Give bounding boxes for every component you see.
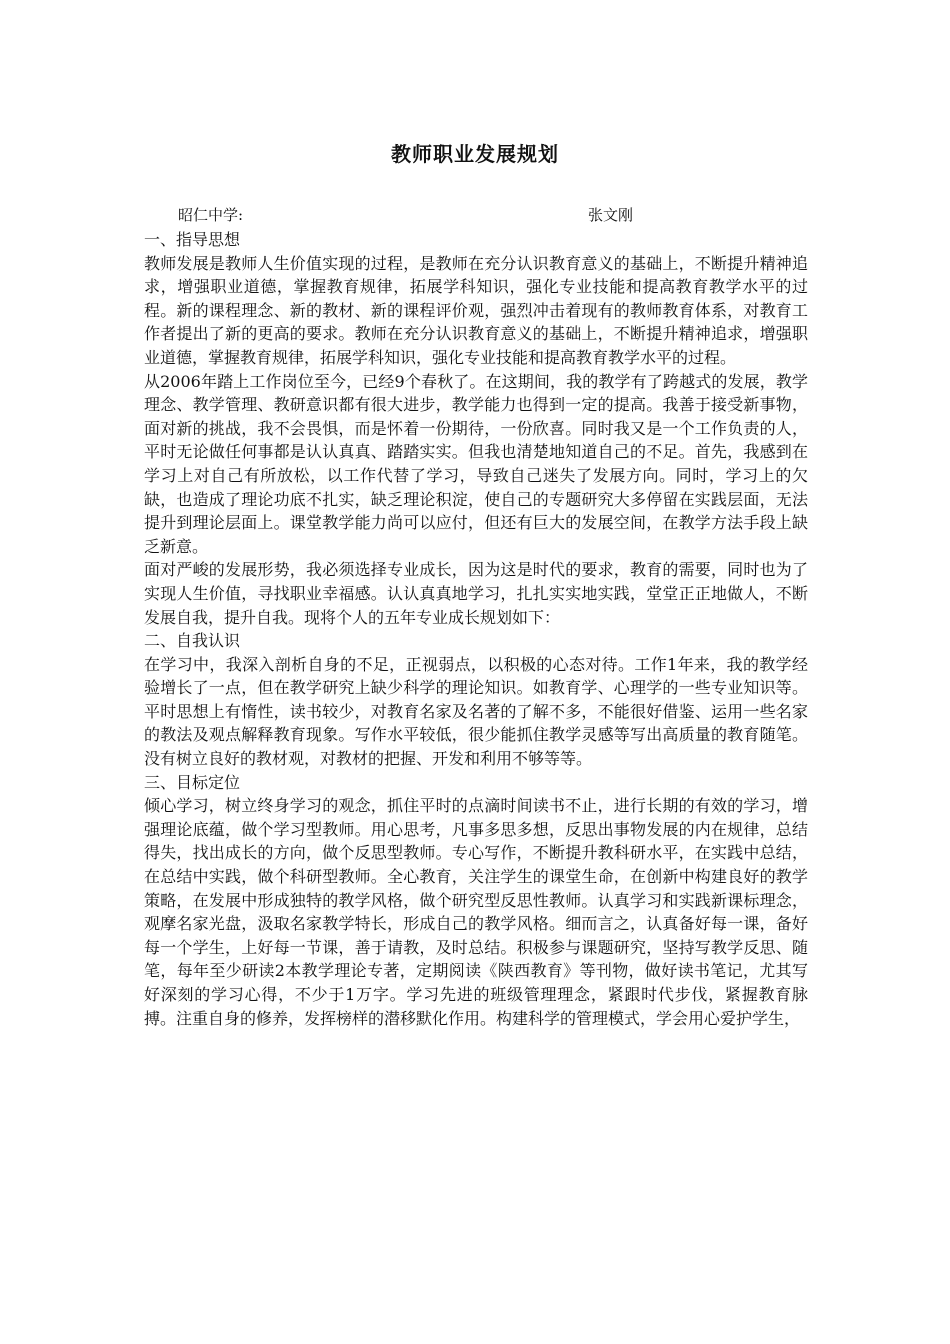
- document-body: [144, 228, 808, 1030]
- section-heading-guiding-ideology: 一、指导思想: [144, 230, 241, 249]
- section-heading-goal-positioning: 三、目标定位: [144, 772, 241, 792]
- paragraph: 面对严峻的发展形势，我必须选择专业成长，因为这是时代的要求，教育的需要，同时也为了实现人生价值，寻找职业幸福感。认认真真地学习，扎扎实实地实践，堂堂正正地做人，不断发展自我，提升自我。现将个人的五年专业成长规划如下：: [144, 560, 808, 627]
- paragraph: 在学习中，我深入剖析自身的不足，正视弱点，以积极的心态对待。工作1年来，我的教学经验增长了一点，但在教学研究上缺少科学的理论知识。如教育学、心理学的一些专业知识等。平时思想上有惰性，读书较少，对教育名家及名著的了解不多，不能很好借鉴、运用一些名家的教法及观点解释教育现象。写作水平较低，很少能抓住教学灵感等写出高质量的教育随笔。没有树立良好的教材观，对教材的把握、开发和利用不够等等。: [144, 654, 808, 769]
- paragraph: 从2006年踏上工作岗位至今，已经9个春秋了。在这期间，我的教学有了跨越式的发展，教学理念、教学管理、教研意识都有很大进步，教学能力也得到一定的提高。我善于接受新事物，面对新的挑战，我不会畏惧，而是怀着一份期待，一份欣喜。同时我又是一个工作负责的人，平时无论做任何事都是认认真真、踏踏实实。但我也清楚地知道自己的不足。首先，我感到在学习上对自己有所放松，以工作代替了学习，导致自己迷失了发展方向。同时，学习上的欠缺，也造成了理论功底不扎实，缺乏理论积淀，使自己的专题研究大多停留在实践层面，无法提升到理论层面上。课堂教学能力尚可以应付，但还有巨大的发展空间，在教学方法手段上缺乏新意。: [144, 371, 808, 556]
- section-heading-self-awareness: 二、自我认识: [144, 631, 241, 651]
- school-name: 昭仁中学:: [178, 206, 244, 224]
- paragraph: 倾心学习，树立终身学习的观念，抓住平时的点滴时间读书不止，进行长期的有效的学习，增强理论底蕴，做个学习型教师。用心思考，凡事多思多想，反思出事物发展的内在规律，总结得失，找出成长的方向，做个反思型教师。专心写作，不断提升教科研水平，在实践中总结，在总结中实践，做个科研型教师。全心教育，关注学生的课堂生命，在创新中构建良好的教学策略，在发展中形成独特的教学风格，做个研究型反思性教师。认真学习和实践新课标理念，观摩名家光盘，汲取名家教学特长，形成自己的教学风格。细而言之，认真备好每一课，备好每一个学生，上好每一节课，善于请教，及时总结。积极参与课题研究，坚持写教学反思、随笔，每年至少研读2本教学理论专著，定期阅读《陕西教育》等刊物，做好读书笔记，尤其写好深刻的学习心得，不少于1万字。学习先进的班级管理理念，紧跟时代步伐，紧握教育脉搏。注重自身的修养，发挥榜样的潜移默化作用。构建科学的管理模式，学会用心爱护学生，: [144, 796, 808, 1028]
- page-title: 教师职业发展规划: [391, 142, 559, 166]
- author-name: 张文刚: [588, 206, 634, 224]
- paragraph: 教师发展是教师人生价值实现的过程，是教师在充分认识教育意义的基础上，不断提升精神追求，增强职业道德，掌握教育规律，拓展学科知识，强化专业技能和提高教育教学水平的过程。新的课程理念、新的教材、新的课程评价观，强烈冲击着现有的教师教育体系，对教育工作者提出了新的更高的要求。教师在充分认识教育意义的基础上，不断提升精神追求，增强职业道德，掌握教育规律，拓展学科知识，强化专业技能和提高教育教学水平的过程。: [144, 253, 808, 367]
